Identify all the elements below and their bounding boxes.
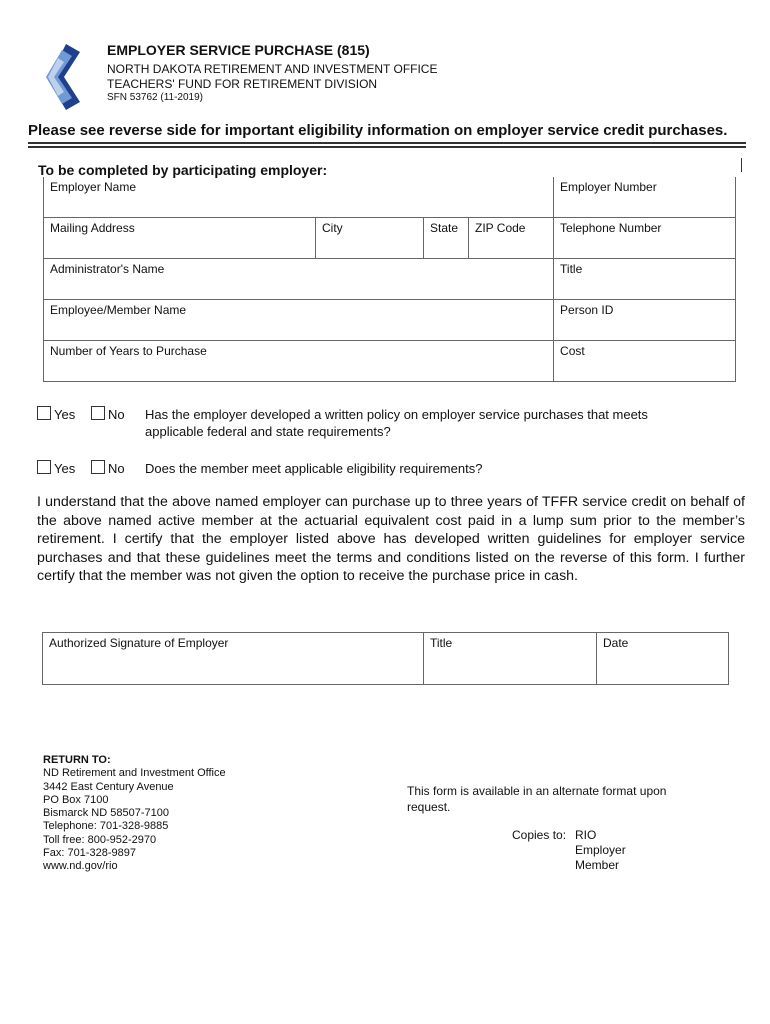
margin-mark — [741, 158, 742, 172]
no-checkbox[interactable]: No — [91, 406, 125, 422]
checkbox-icon — [37, 460, 51, 474]
agency-name: NORTH DAKOTA RETIREMENT AND INVESTMENT OFFICE — [107, 62, 438, 76]
copies-label: Copies to: — [512, 828, 567, 842]
rio-logo-icon — [44, 44, 80, 110]
copy-recipient: Employer — [575, 843, 626, 857]
signer-title-field[interactable]: Title — [424, 633, 597, 685]
copies-to — [512, 828, 626, 873]
person-id-field[interactable]: Person ID — [554, 300, 736, 341]
yes-checkbox[interactable]: Yes — [37, 407, 75, 422]
administrator-title-field[interactable]: Title — [554, 259, 736, 300]
form-number: SFN 53762 (11-2019) — [107, 92, 203, 103]
years-to-purchase-field[interactable]: Number of Years to Purchase — [44, 341, 554, 382]
zip-field[interactable]: ZIP Code — [469, 218, 554, 259]
copy-recipient: RIO — [575, 828, 597, 842]
mailing-address-field[interactable]: Mailing Address — [44, 218, 316, 259]
divider-bottom — [28, 146, 746, 148]
certification-text: I understand that the above named employer can purchase up to three years of TFFR service credit on behalf of the above named active member at the actuarial equivalent cost paid in a lump sum prior to the member’s retirement. I certify that the employer listed above has developed written guidelines for employer service purchases and that these guidelines meet the terms and conditions listed on the reverse of this form. I further certify that the member was not given the option to receive the purchase price in cash. — [37, 494, 745, 585]
yes-checkbox[interactable]: Yes — [37, 461, 75, 476]
signature-field[interactable]: Authorized Signature of Employer — [43, 633, 424, 685]
website-link[interactable]: www.nd.gov/rio — [43, 860, 118, 873]
member-name-field[interactable]: Employee/Member Name — [44, 300, 554, 341]
alternate-format-note: This form is available in an alternate format upon request. — [407, 784, 667, 814]
signature-table — [42, 632, 729, 685]
no-checkbox[interactable]: No — [91, 460, 125, 476]
city-field[interactable]: City — [316, 218, 424, 259]
division-name: TEACHERS' FUND FOR RETIREMENT DIVISION — [107, 77, 378, 91]
employer-name-field[interactable]: Employer Name — [44, 177, 554, 218]
checkbox-icon — [37, 406, 51, 420]
cost-field[interactable]: Cost — [554, 341, 736, 382]
eligibility-notice: Please see reverse side for important eligibility information on employer service credit purchases. — [28, 122, 728, 139]
telephone-field[interactable]: Telephone Number — [554, 218, 736, 259]
checkbox-icon — [91, 406, 105, 420]
administrator-name-field[interactable]: Administrator's Name — [44, 259, 554, 300]
section-title: To be completed by participating employer: — [38, 162, 328, 178]
divider-top — [28, 142, 746, 144]
copy-recipient: Member — [575, 858, 620, 872]
checkbox-icon — [91, 460, 105, 474]
employer-info-table — [43, 177, 736, 382]
question-policy: Yes No Has the employer developed a written policy on employer service purchases that meets applicable federal and state requirements? — [37, 406, 747, 446]
question-eligibility: Yes No Does the member meet applicable eligibility requirements? — [37, 460, 747, 480]
form-title: EMPLOYER SERVICE PURCHASE (815) — [107, 42, 370, 58]
state-field[interactable]: State — [424, 218, 469, 259]
date-field[interactable]: Date — [597, 633, 729, 685]
return-label: RETURN TO: — [43, 754, 111, 766]
employer-number-field[interactable]: Employer Number — [554, 177, 736, 218]
return-address: RETURN TO: ND Retirement and Investment Office 3442 East Century Avenue PO Box 7100 Bismarck ND 58507-7100 Telephone: 701-328-9885 Toll free: 800-952-2970 Fax: 701-328-9897 www.nd.gov/rio — [43, 754, 226, 873]
